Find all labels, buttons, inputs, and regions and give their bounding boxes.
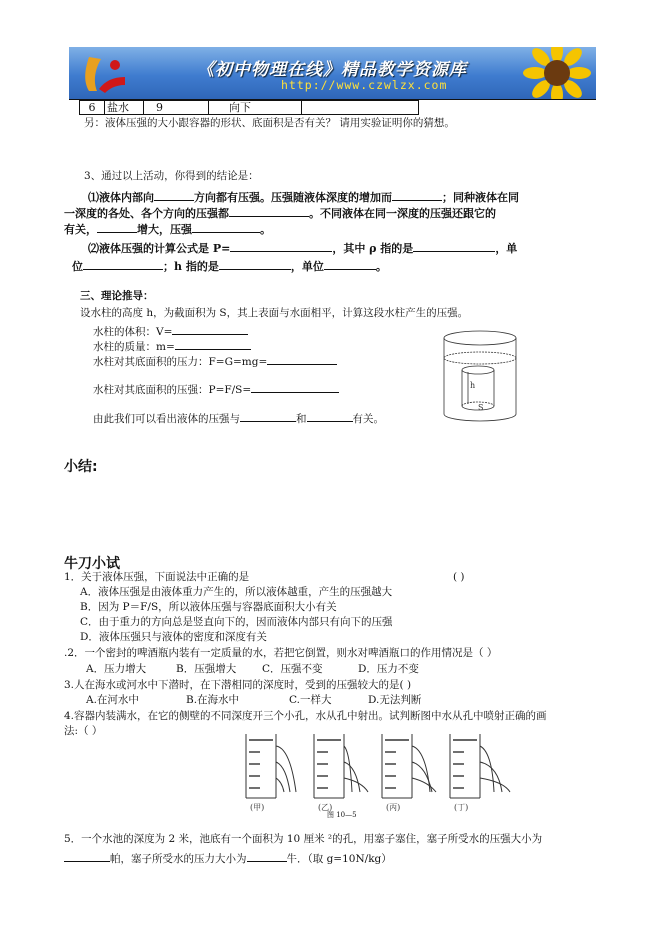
text: 有关， — [64, 223, 97, 236]
question-1: 1．关于液体压强，下面说法中正确的是 — [64, 571, 250, 583]
option-d: D.无法判断 — [368, 694, 422, 706]
data-table-row — [79, 100, 419, 115]
theory-pressure — [93, 381, 339, 397]
text: 增大，压强 — [137, 223, 192, 236]
text: ⑵液体压强的计算公式是 P= — [88, 242, 231, 255]
banner-url: http://www.czwlzx.com — [281, 78, 448, 92]
text: 位 — [72, 260, 83, 273]
text: ；同种液体在同 — [442, 191, 519, 204]
text: 。 — [260, 223, 271, 236]
table-cell: 9 — [144, 101, 209, 115]
fill-blank[interactable] — [413, 240, 495, 252]
header-banner — [69, 47, 596, 99]
fill-blank[interactable] — [307, 410, 353, 422]
question-4-line-2: 法:（ ） — [64, 725, 103, 737]
conclusion-line-2 — [64, 205, 496, 221]
question-4-line-1: 4.容器内装满水，在它的侧壁的不同深度开三个小孔，水从孔中射出。试判断图中水从孔中喷射正确的画 — [64, 710, 547, 722]
fill-blank[interactable] — [240, 410, 296, 422]
fill-blank[interactable] — [247, 850, 287, 862]
container-figures — [240, 730, 536, 820]
text: 水柱对其底面积的压强：P=F/S= — [93, 384, 252, 396]
question-3: 3.人在海水或河水中下潜时，在下潜相同的深度时，受到的压强较大的是( ) — [64, 679, 412, 691]
fill-blank[interactable] — [175, 338, 251, 350]
table-cell: 6 — [80, 101, 105, 115]
fill-blank[interactable] — [83, 258, 163, 270]
figure-label: (乙) — [318, 803, 333, 812]
option-d: D．压力不变 — [358, 663, 419, 675]
text: 。 — [375, 260, 387, 273]
option-c: C．压强不变 — [262, 663, 323, 675]
option-a: A．压力增大 — [86, 663, 147, 675]
figure-label-h: h — [470, 381, 476, 390]
water-column-figure — [440, 330, 520, 426]
fill-blank[interactable] — [229, 205, 309, 217]
question-2: .2．一个密封的啤酒瓶内装有一定质量的水，若把它倒置，则水对啤酒瓶口的作用情况是（ ） — [64, 647, 498, 659]
text: 牛．（取 g=10N/kg） — [286, 853, 392, 865]
figure-label: (甲) — [250, 803, 265, 812]
figure-caption: 图 10—5 — [327, 811, 357, 819]
text: 水柱对其底面积的压力：F=G=mg= — [93, 356, 268, 368]
option-a: A．液体压强是由液体重力产生的，所以液体越重，产生的压强越大 — [80, 586, 393, 598]
option-b: B．压强增大 — [176, 663, 237, 675]
quiz-heading: 牛刀小试 — [64, 556, 120, 572]
text: 有关。 — [352, 413, 384, 425]
figure-label: (丙) — [386, 803, 401, 812]
option-a: A.在河水中 — [86, 694, 139, 706]
question-5-line-2 — [64, 850, 392, 866]
text: 水柱的质量：m= — [93, 341, 175, 353]
theory-heading: 三、理论推导： — [80, 290, 154, 302]
question-5-line-1: 5．一个水池的深度为 2 米，池底有一个面积为 10 厘米 ²的孔，用塞子塞住，塞子所受水的压强大小为 — [64, 833, 543, 845]
text: ；h 指的是 — [163, 260, 219, 273]
theory-mass — [93, 338, 251, 354]
theory-volume — [93, 323, 248, 339]
container-jia — [246, 734, 296, 798]
figure-label: (丁) — [454, 803, 469, 812]
fill-blank[interactable] — [64, 850, 110, 862]
container-ding — [450, 734, 510, 798]
text: 一深度的各处、各个方向的压强都 — [64, 207, 229, 220]
fill-blank[interactable] — [154, 189, 194, 201]
banner-title: 《初中物理在线》精品教学资源库 — [197, 60, 467, 80]
option-c: C.一样大 — [289, 694, 332, 706]
logo-icon — [75, 51, 135, 97]
question-text: 另：液体压强的大小跟容器的形状、底面积是否有关？ 请用实验证明你的猜想。 — [84, 117, 455, 129]
container-bing — [382, 734, 436, 798]
fill-blank[interactable] — [172, 323, 248, 335]
conclusion-heading: 3、通过以上活动，你得到的结论是： — [84, 170, 259, 182]
fill-blank[interactable] — [192, 221, 260, 233]
summary-heading: 小结: — [64, 459, 98, 475]
theory-intro: 设水柱的高度 h，为截面积为 S，其上表面与水面相平，计算这段水柱产生的压强。 — [80, 307, 469, 319]
figure-label-s: S — [478, 403, 484, 412]
container-yi — [314, 734, 368, 798]
option-b: B．因为 P＝F/S，所以液体压强与容器底面积大小有关 — [80, 601, 337, 613]
text: 和 — [296, 413, 307, 425]
option-b: B.在海水中 — [186, 694, 240, 706]
text: 。不同液体在同一深度的压强还跟它的 — [309, 207, 496, 220]
table-cell — [302, 101, 419, 115]
conclusion-line-5 — [72, 258, 387, 274]
fill-blank[interactable] — [230, 240, 332, 252]
conclusion-line-1 — [88, 189, 519, 205]
theory-summary — [93, 410, 384, 426]
text: 水柱的体积：V= — [93, 326, 173, 338]
sunflower-icon — [522, 47, 592, 99]
table-cell: 盐水 — [105, 101, 144, 115]
conclusion-line-3 — [64, 221, 271, 237]
text: ，其中 ρ 指的是 — [332, 242, 414, 255]
text: 由此我们可以看出液体的压强与 — [93, 413, 240, 425]
answer-paren[interactable]: ( ) — [453, 571, 465, 583]
theory-force — [93, 353, 337, 369]
fill-blank[interactable] — [392, 189, 442, 201]
conclusion-line-4 — [88, 240, 517, 256]
option-c: C．由于重力的方向总是竖直向下的，因而液体内部只有向下的压强 — [80, 616, 393, 628]
text: ⑴液体内部向 — [88, 191, 154, 204]
text: 方向都有压强。压强随液体深度的增加而 — [194, 191, 392, 204]
fill-blank[interactable] — [267, 353, 337, 365]
fill-blank[interactable] — [324, 258, 376, 270]
option-d: D．液体压强只与液体的密度和深度有关 — [80, 631, 267, 643]
text: ，单位 — [290, 260, 324, 273]
fill-blank[interactable] — [219, 258, 291, 270]
fill-blank[interactable] — [97, 221, 137, 233]
text: ，单 — [495, 242, 518, 255]
text: 帕，塞子所受水的压力大小为 — [110, 853, 247, 865]
fill-blank[interactable] — [251, 381, 339, 393]
table-cell: 向下 — [209, 101, 302, 115]
